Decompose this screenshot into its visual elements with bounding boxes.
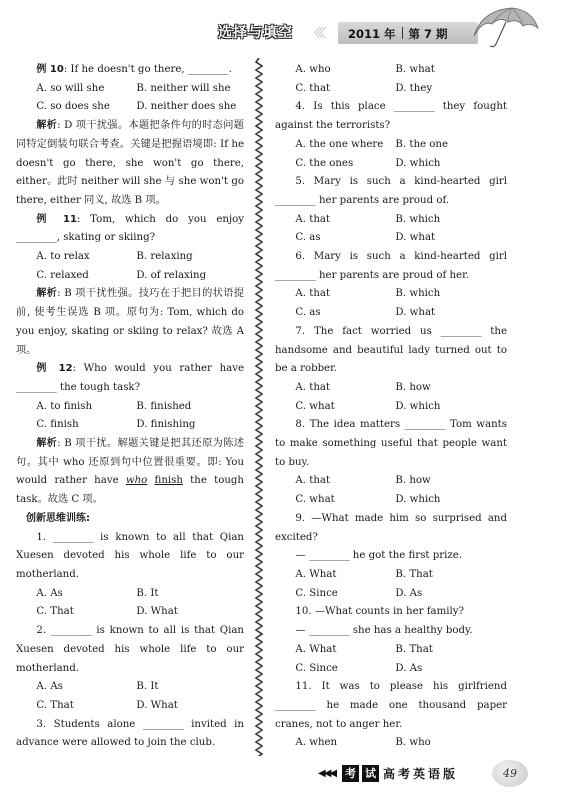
example-12-question: 例 12: Who would you rather have ________ the tough task?	[16, 363, 244, 393]
page-header	[0, 0, 581, 52]
example-10-question: 例 10: If he doesn't go there, ________.	[36, 64, 232, 75]
chevron-decoration: 〈〈〈	[308, 26, 324, 40]
question-10-options-1: A. What B. That	[295, 643, 433, 655]
question-2: 2. ________ is known to all is that Qian Xuesen devoted his whole life to our motherland.	[16, 625, 244, 674]
page-number: 49	[492, 760, 528, 787]
example-10-analysis: 解析: D 项干扰强。本题把条件句的时态问题同特定倒装句联合考查。关键是把握语境即: If he doesn't go there, she won't go there, either。此时 neither will she 与 she won't go there, either 同义, 故选 B 项。	[16, 120, 244, 206]
question-11: 11. It was to please his girlfriend ________ he made one thousand paper cranes, not to anger her.	[275, 681, 507, 730]
column-divider	[253, 58, 265, 756]
question-9-options-2: C. Since D. As	[295, 587, 423, 599]
example-11-question: 例 11: Tom, which do you enjoy ________, skating or skiing?	[16, 213, 244, 244]
footer-box-kao: 考	[342, 765, 359, 782]
issue-year: 2011 年	[348, 27, 396, 41]
question-11-options-1: A. when B. who	[295, 737, 431, 749]
example-12-analysis: 解析: B 项干扰。解题关键是把其还原为陈述句。其中 who 还原到句中位置很重要。即: You would rather have who finish the tough task。故选 C 项。	[16, 438, 244, 506]
question-1-options-1: A. As B. It	[36, 587, 159, 599]
question-9: 9. —What made him so surprised and excited?	[275, 512, 507, 543]
question-6-options-2: C. as D. what	[295, 307, 436, 319]
question-10: 10. —What counts in her family?	[295, 606, 464, 618]
question-5-options-2: C. as D. what	[295, 232, 436, 244]
arrow-left-icon: ◀◀◀	[318, 768, 336, 779]
example-10-options-2: C. so does she D. neither does she	[36, 101, 237, 113]
column-title: 选择与填空	[218, 25, 293, 41]
question-2-options-1: A. As B. It	[36, 681, 159, 693]
question-3: 3. Students alone ________ invited in advance were allowed to join the club.	[16, 718, 244, 749]
question-2-options-2: C. That D. What	[36, 699, 178, 711]
question-4-options-2: C. the ones D. which	[295, 157, 441, 169]
question-9-options-1: A. What B. That	[295, 568, 433, 580]
question-7-options-1: A. that B. how	[295, 381, 431, 393]
issue-info	[348, 26, 448, 42]
question-5: 5. Mary is such a kind-hearted girl ________ her parents are proud of.	[275, 176, 507, 206]
issue-number: 第 7 期	[408, 27, 448, 41]
question-1-options-2: C. That D. What	[36, 606, 178, 618]
question-4-options-1: A. the one where B. the one	[295, 138, 448, 150]
question-8: 8. The idea matters ________ Tom wants to make something useful that people want to buy.	[275, 419, 507, 468]
question-3-options-2: C. that D. they	[295, 82, 433, 94]
left-column	[16, 61, 244, 753]
example-11-options-2: C. relaxed D. of relaxing	[36, 269, 207, 281]
question-3-options-1: A. who B. what	[295, 64, 435, 75]
example-12-options-2: C. finish D. finishing	[36, 419, 196, 431]
example-10-options-1: A. so will she B. neither will she	[36, 82, 231, 94]
question-7: 7. The fact worried us ________ the handsome and beautiful lady turned out to be a robber.	[275, 325, 507, 375]
umbrella-icon	[468, 6, 540, 50]
footer-box-shi: 试	[362, 765, 379, 782]
question-10-options-2: C. Since D. As	[295, 662, 423, 674]
example-11-options-1: A. to relax B. relaxing	[36, 251, 193, 263]
question-1: 1. ________ is known to all that Qian Xuesen devoted his whole life to our motherland.	[16, 531, 244, 580]
question-10-reply: — ________ she has a healthy body.	[295, 625, 473, 637]
question-7-options-2: C. what D. which	[295, 400, 441, 412]
question-9-reply: — ________ he got the first prize.	[295, 550, 463, 562]
example-11-analysis: 解析: B 项干扰性强。技巧在于把目的状语提前, 使考生误选 B 项。原句为: Tom, which do you enjoy, skating or skiing to relax? 故选 A 项。	[16, 288, 244, 356]
edition-label: 高考英语版	[383, 767, 459, 781]
section-title: 创新思维训练:	[26, 512, 90, 524]
question-5-options-1: A. that B. which	[295, 213, 441, 225]
question-8-options-2: C. what D. which	[295, 494, 441, 506]
question-4: 4. Is this place ________ they fought against the terrorists?	[275, 101, 507, 132]
question-6-options-1: A. that B. which	[295, 288, 441, 300]
page-footer	[0, 760, 581, 800]
right-column	[275, 61, 507, 753]
example-12-options-1: A. to finish B. finished	[36, 400, 192, 412]
question-8-options-1: A. that B. how	[295, 475, 431, 487]
question-6: 6. Mary is such a kind-hearted girl ________ her parents are proud of her.	[275, 251, 507, 281]
